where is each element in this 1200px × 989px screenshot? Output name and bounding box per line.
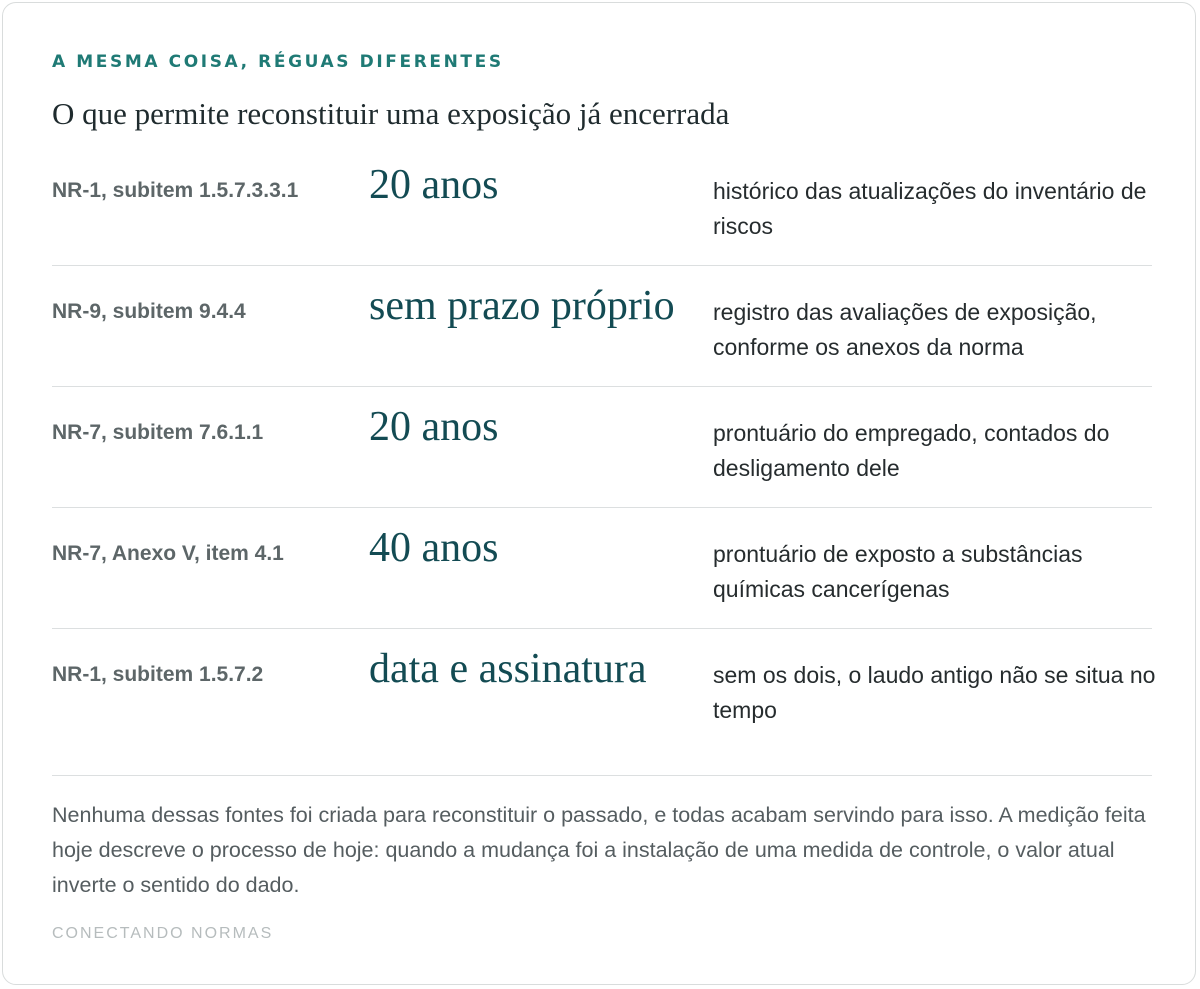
retention-value: data e assinatura [369, 646, 647, 692]
retention-value: sem prazo próprio [369, 283, 675, 329]
norm-reference: NR-7, Anexo V, item 4.1 [52, 542, 284, 565]
retention-table [52, 145, 1156, 776]
table-row [52, 629, 1156, 776]
norm-reference: NR-1, subitem 1.5.7.3.3.1 [52, 179, 299, 202]
norm-reference: NR-9, subitem 9.4.4 [52, 300, 246, 323]
record-description: registro das avaliações de exposição, conforme os anexos da norma [713, 299, 1097, 360]
retention-value: 20 anos [369, 404, 499, 450]
retention-value: 20 anos [369, 162, 499, 208]
record-description: prontuário do empregado, contados do desligamento dele [713, 420, 1110, 481]
norm-reference: NR-7, subitem 7.6.1.1 [52, 421, 264, 444]
table-row [52, 266, 1152, 387]
eyebrow-label: A MESMA COISA, RÉGUAS DIFERENTES [52, 52, 504, 72]
closing-note: Nenhuma dessas fontes foi criada para reconstituir o passado, e todas acabam servindo para isso. A medição feita hoje descreve o processo de hoje: quando a mudança foi a instalação de uma medida de controle, o valor atual inverte o sentido do dado. [52, 803, 1146, 897]
table-row [52, 387, 1152, 508]
table-row [52, 145, 1152, 266]
record-description: histórico das atualizações do inventário de riscos [713, 178, 1147, 239]
footer-brand: CONECTANDO NORMAS [52, 925, 274, 942]
card [2, 2, 1196, 985]
record-description: sem os dois, o laudo antigo não se situa no tempo [713, 662, 1156, 723]
retention-value: 40 anos [369, 525, 499, 571]
record-description: prontuário de exposto a substâncias químicas cancerígenas [713, 541, 1083, 602]
norm-reference: NR-1, subitem 1.5.7.2 [52, 663, 264, 686]
table-row [52, 508, 1152, 629]
page-title: O que permite reconstituir uma exposição já encerrada [52, 96, 730, 131]
